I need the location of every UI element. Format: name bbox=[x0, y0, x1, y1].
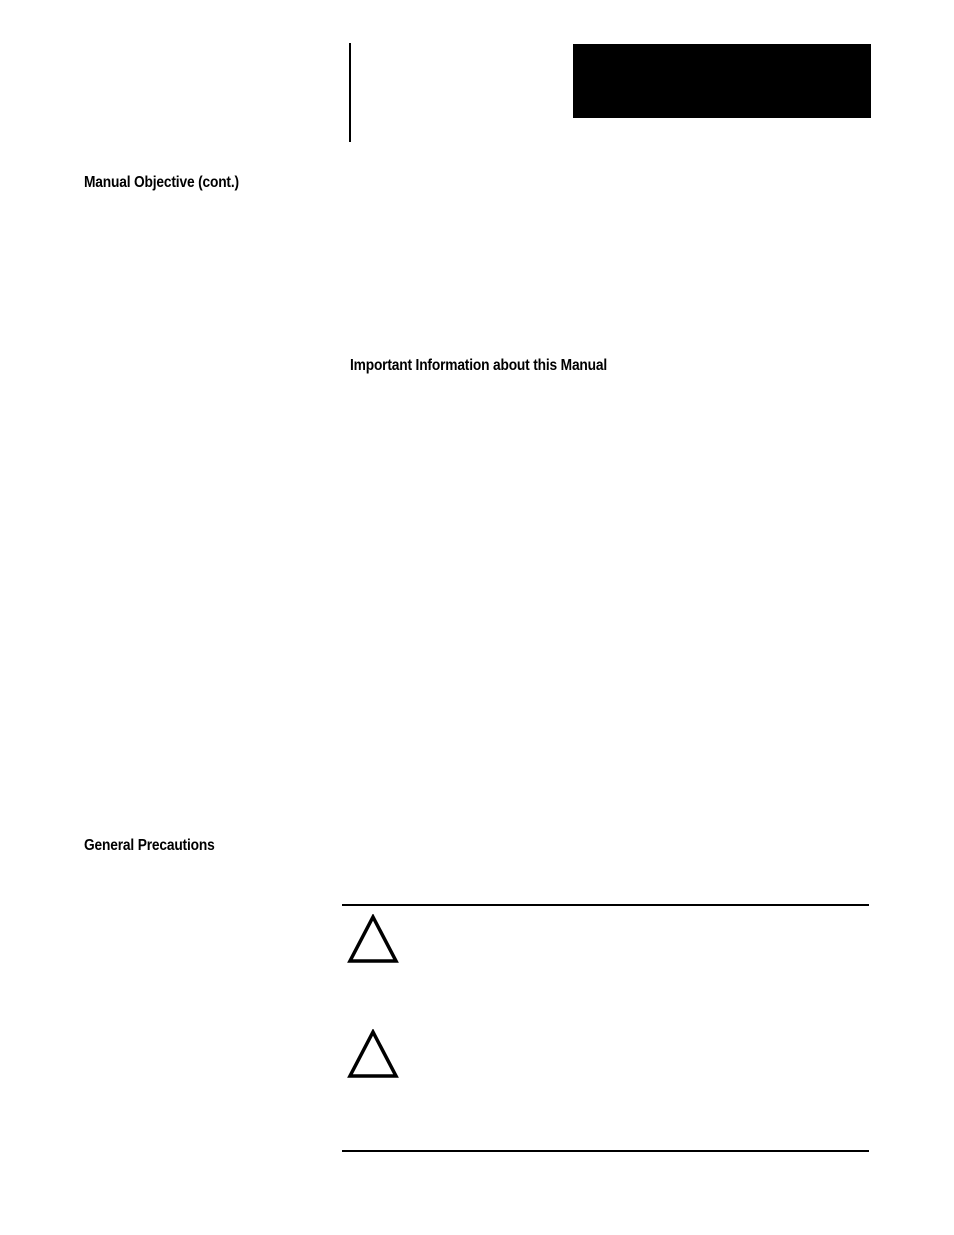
chapter-header-block bbox=[573, 44, 871, 118]
general-precautions-heading: General Precautions bbox=[84, 837, 215, 854]
warning-triangle-icon bbox=[347, 914, 399, 964]
manual-objective-heading: Manual Objective (cont.) bbox=[84, 174, 239, 191]
important-information-heading: Important Information about this Manual bbox=[350, 357, 608, 374]
precautions-top-rule bbox=[342, 904, 869, 906]
precautions-bottom-rule bbox=[342, 1150, 869, 1152]
header-vertical-rule bbox=[349, 43, 351, 142]
warning-triangle-icon bbox=[347, 1029, 399, 1079]
